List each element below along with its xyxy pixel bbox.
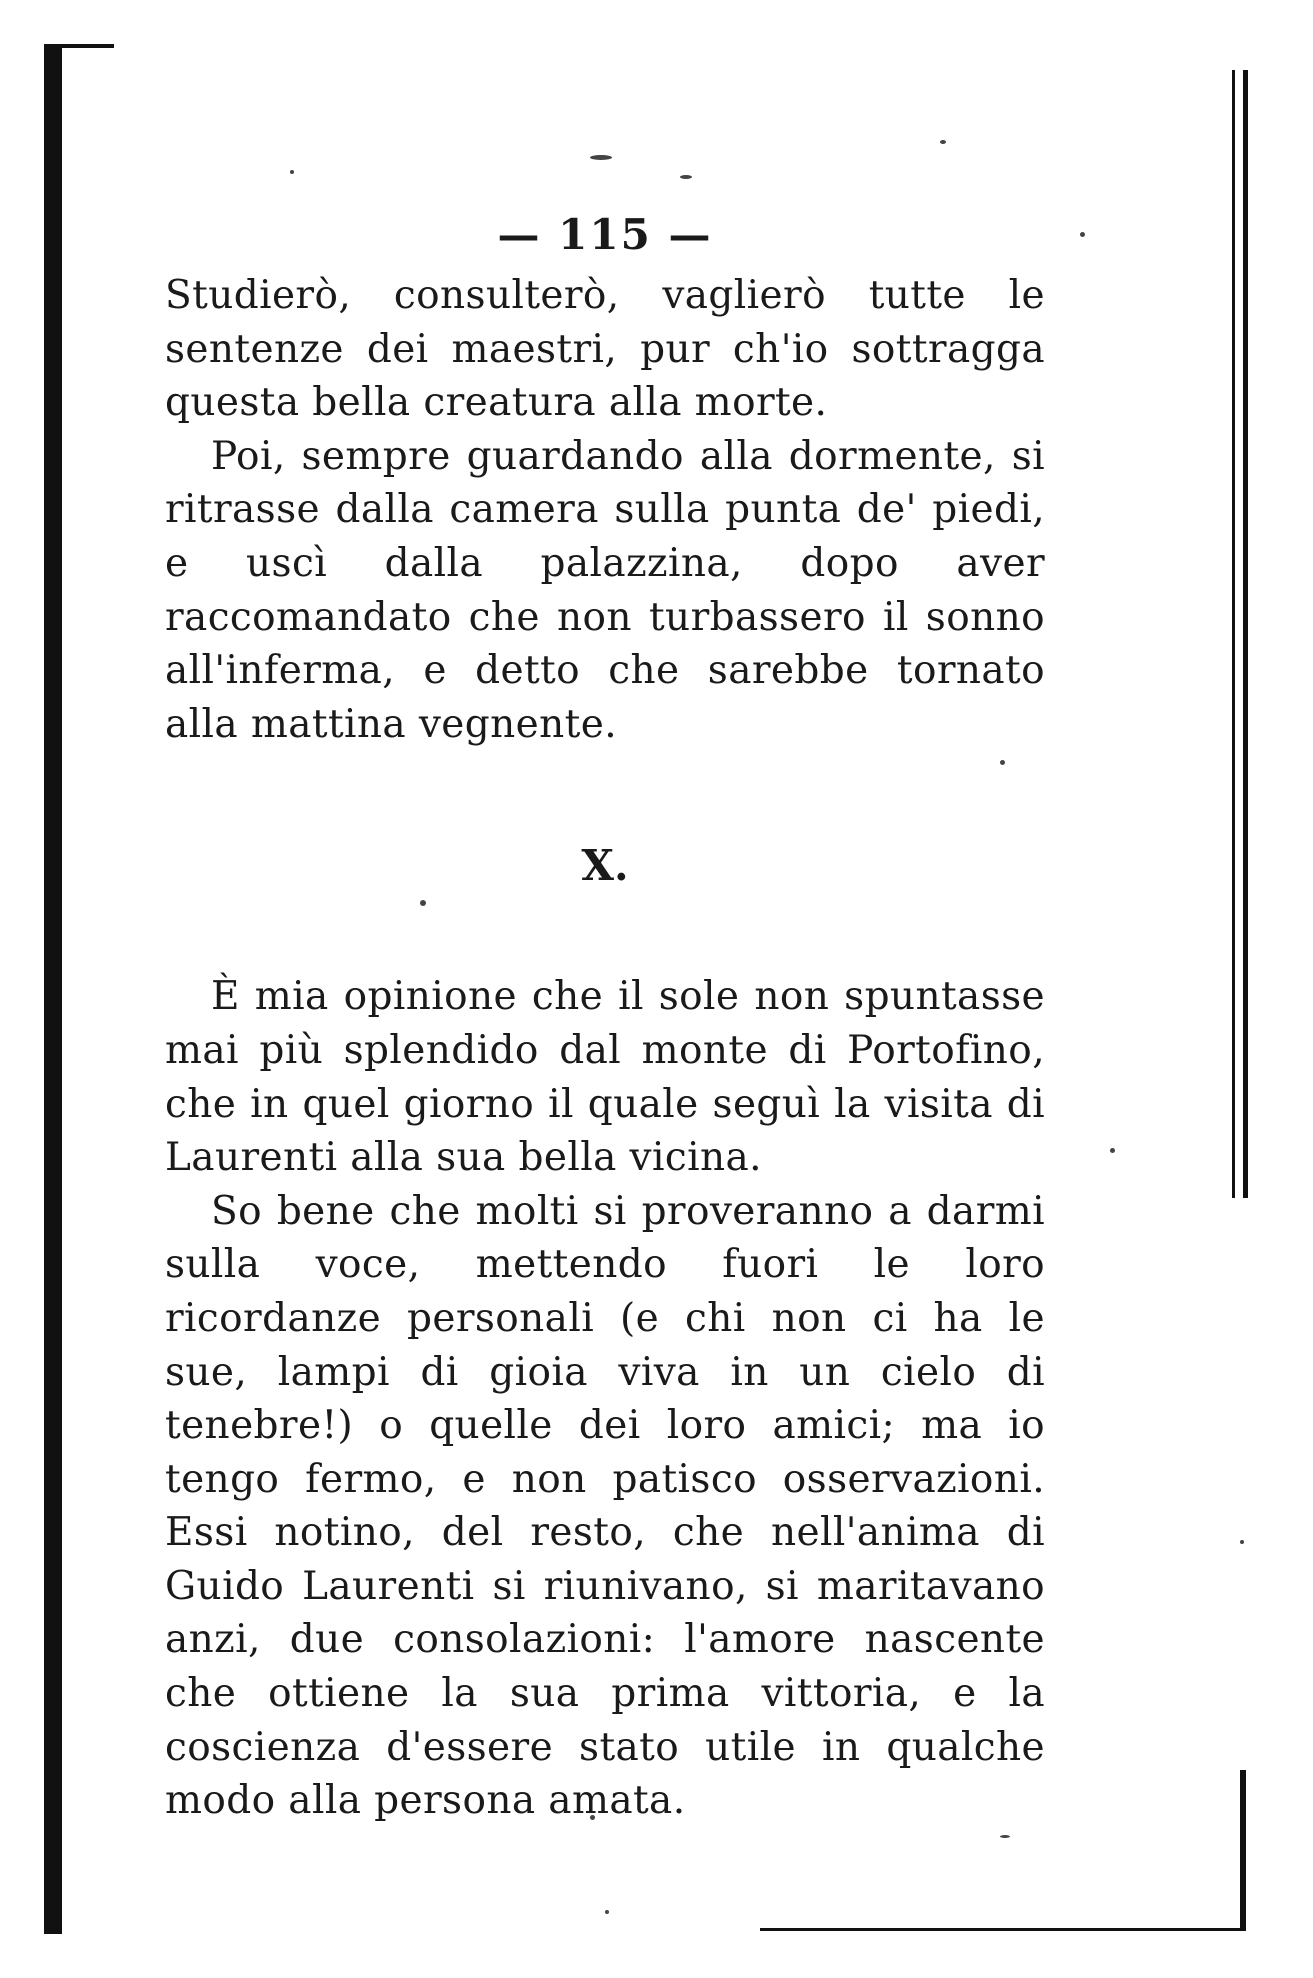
page-number: — 115 — [497,210,713,259]
paragraph: So bene che molti si proveranno a darmi sulla voce, mettendo fuori le loro ricordanze personali (e chi non ci ha le sue, lampi di gioia viva in un cielo di tenebre!) o quelle dei loro amici; ma io tengo fermo, e non patisco osservazioni. Essi notino, del resto, che nell'anima di Guido Laurenti si riunivano, si maritavano anzi, due consolazioni: l'amore nascente che ottiene la sua prima vittoria, e la coscienza d'essere stato utile in qualche modo alla persona amata. [165,1188,1045,1824]
scan-right-edge-lower [1240,1770,1246,1930]
scan-speck [1080,232,1085,237]
scan-speck [290,170,294,174]
paragraph: Studierò, consulterò, vaglierò tutte le sentenze dei maestri, pur ch'io sottragga questa bella creatura alla morte. [165,273,1045,426]
scan-top-edge [44,44,114,48]
scan-speck [1240,1540,1244,1544]
scan-speck [940,140,946,144]
scan-right-edge [1232,70,1248,1198]
scan-speck [680,175,692,179]
scan-speck [1110,1148,1115,1153]
paragraph: È mia opinione che il sole non spuntasse mai più splendido dal monte di Portofino, che in quel giorno il quale seguì la visita di Laurenti alla sua bella vicina. [165,974,1045,1181]
scan-bottom-edge [760,1928,1246,1931]
scan-left-edge [44,44,62,1934]
scan-speck [605,1910,609,1914]
chapter-heading: X. [581,841,629,891]
book-page [165,210,1045,1828]
scan-speck [1000,1835,1010,1838]
paragraph: Poi, sempre guardando alla dormente, si ritrasse dalla camera sulla punta de' piedi, e uscì dalla palazzina, dopo aver raccomandato che non turbassero il sonno all'inferma, e detto che sarebbe tornato alla mattina vegnente. [165,433,1045,747]
scan-speck [590,155,612,160]
